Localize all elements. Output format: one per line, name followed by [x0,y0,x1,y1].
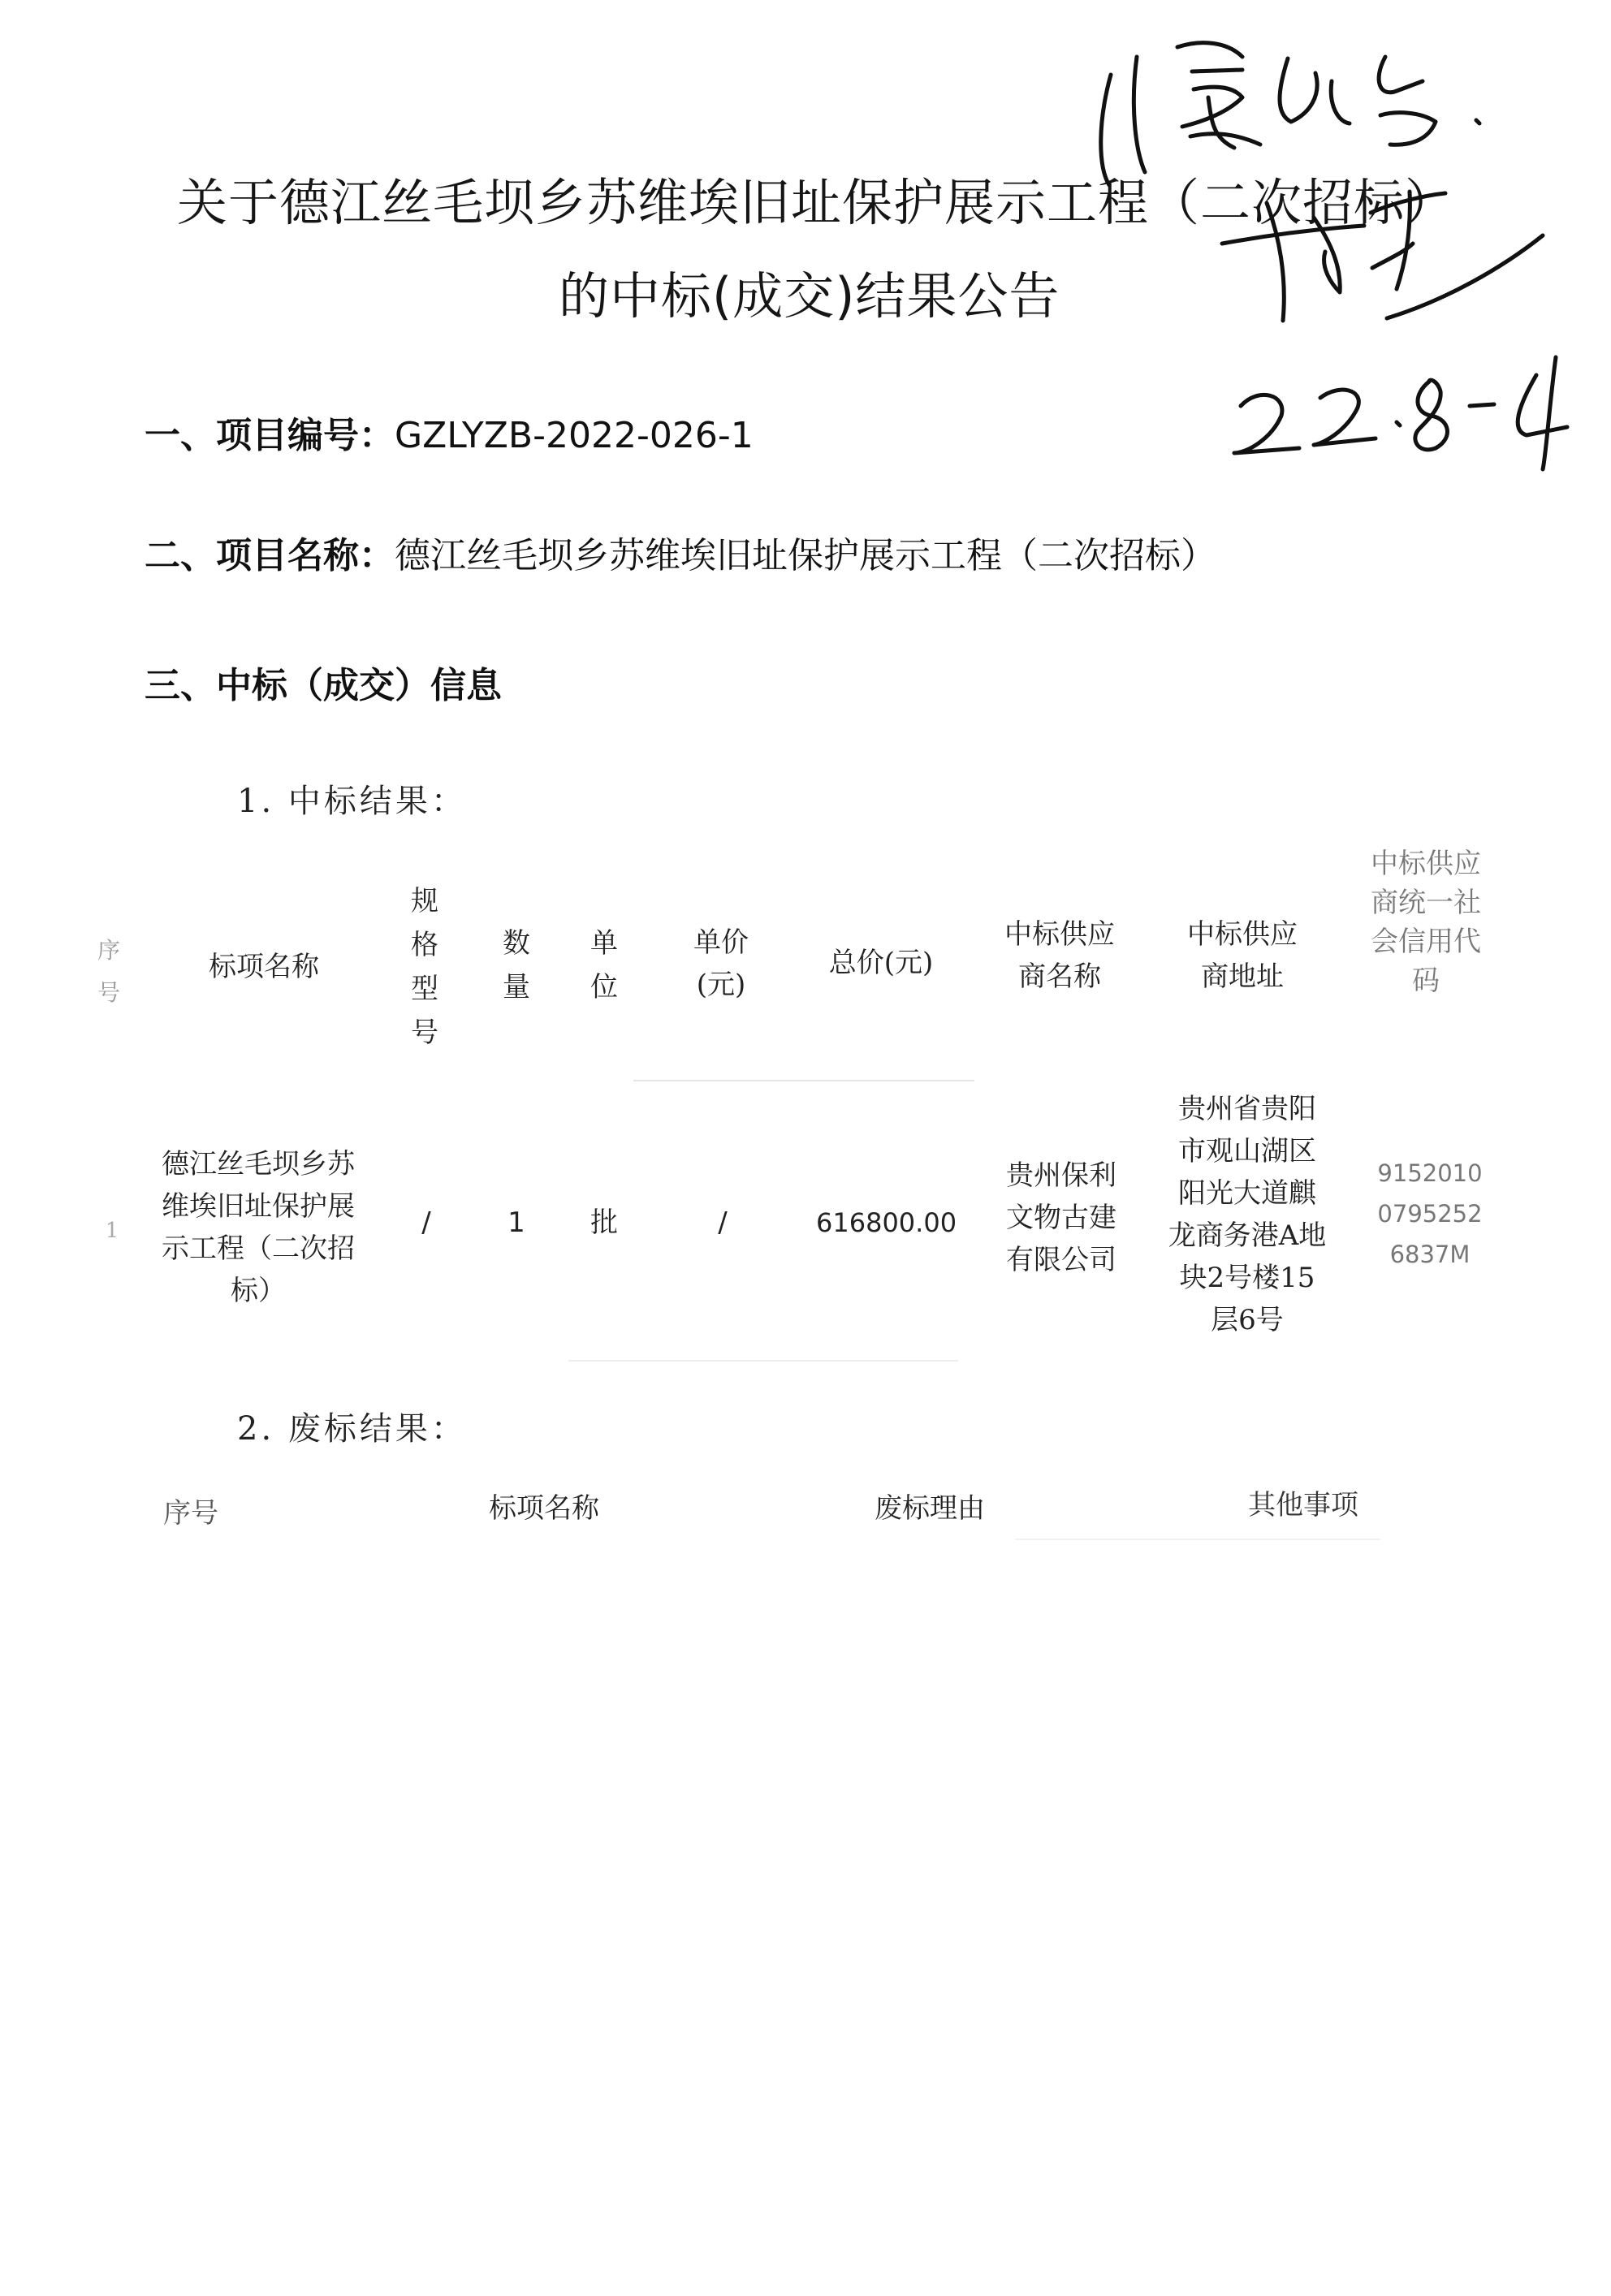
row-seq: 1 [105,1219,119,1243]
row-supplier-address: 贵州省贵阳市观山湖区阳光大道麒龙商务港A地块2号楼15层6号 [1168,1093,1327,1336]
abandoned-result-subtitle: 2. 废标结果： [237,1410,467,1448]
row-supplier-name: 贵州保利文物古建有限公司 [1006,1159,1116,1276]
row-unit-price: / [718,1206,728,1239]
header-seq: 序号 [97,937,120,1006]
abandoned-header-item-name: 标项名称 [489,1492,599,1525]
row-unit: 批 [590,1206,618,1239]
abandoned-header-reason: 废标理由 [875,1492,985,1525]
header-spec: 规格型号 [411,885,438,1049]
announcement-title-line2: 的中标(成交)结果公告 [559,266,1060,326]
header-qty: 数量 [503,927,530,1003]
row-spec: / [421,1206,431,1239]
section-label: 二、项目名称： [145,535,395,576]
row-item-name: 德江丝毛坝乡苏维埃旧址保护展示工程（二次招标） [162,1148,355,1307]
header-unit: 单位 [590,927,618,1003]
header-unit-price: 单价(元) [693,926,749,1001]
announcement-title-line1: 关于德江丝毛坝乡苏维埃旧址保护展示工程（二次招标） [177,173,1457,232]
abandoned-header-seq: 序号 [163,1497,218,1530]
header-supplier-address: 中标供应商地址 [1187,918,1298,993]
project-name-value: 德江丝毛坝乡苏维埃旧址保护展示工程（二次招标） [395,535,1216,576]
header-item-name: 标项名称 [209,951,319,983]
header-supplier-name: 中标供应商名称 [1004,918,1115,993]
section-label: 一、项目编号： [145,415,395,456]
row-total-price: 616800.00 [816,1207,957,1238]
header-credit-code: 中标供应商统一社会信用代码 [1371,848,1481,997]
header-total-price: 总价(元) [828,947,934,979]
row-credit-code: 915201007952526837M [1377,1159,1483,1268]
abandoned-header-other: 其他事项 [1248,1489,1358,1521]
award-result-subtitle: 1. 中标结果： [237,783,467,820]
project-number-value: GZLYZB-2022-026-1 [395,415,754,456]
section-award-info: 三、中标（成交）信息 [145,665,502,706]
row-qty: 1 [507,1206,525,1239]
